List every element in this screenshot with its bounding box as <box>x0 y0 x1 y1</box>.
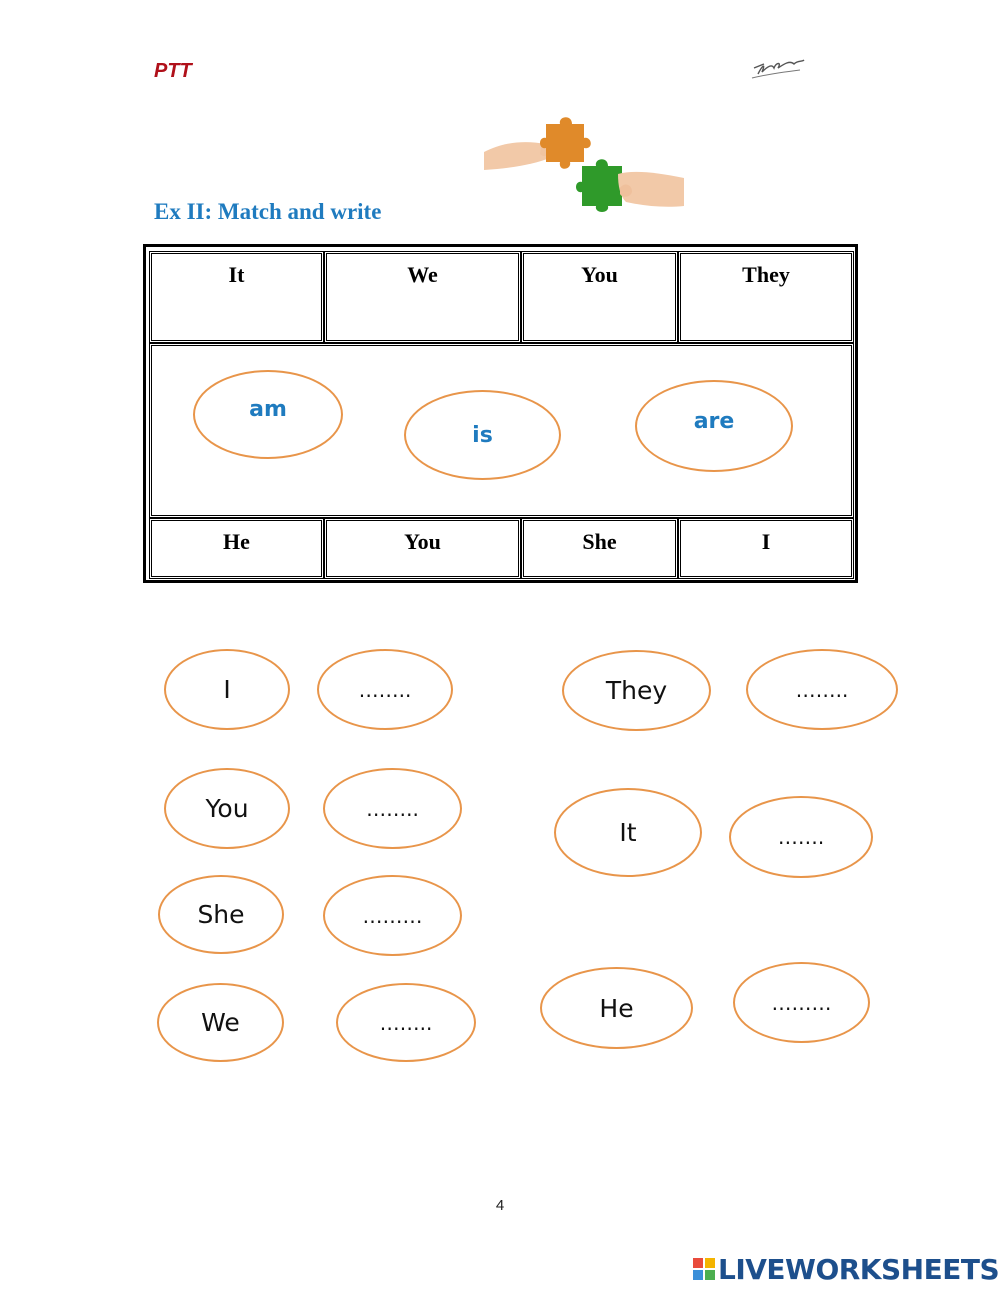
verb-are-label: are <box>693 408 735 434</box>
top-cell-they: They <box>678 251 854 343</box>
bottom-cell-you: You <box>324 518 521 579</box>
verbs-cell <box>149 343 854 518</box>
verb-oval-am[interactable] <box>193 370 343 459</box>
answer-oval-you[interactable]: …….. <box>323 768 462 849</box>
pronoun-oval-it: It <box>554 788 702 877</box>
answer-oval-it[interactable]: ……. <box>729 796 873 878</box>
verb-oval-is[interactable] <box>404 390 561 480</box>
pronoun-oval-we: We <box>157 983 284 1062</box>
signature <box>748 50 810 84</box>
pronoun-verb-table <box>143 244 858 583</box>
answer-oval-we[interactable]: …….. <box>336 983 476 1062</box>
pronoun-oval-they: They <box>562 650 711 731</box>
bottom-cell-he: He <box>149 518 324 579</box>
logo-text: LIVEWORKSHEETS <box>718 1252 1000 1286</box>
bottom-cell-i: I <box>678 518 854 579</box>
answer-oval-i[interactable]: …….. <box>317 649 453 730</box>
top-cell-it: It <box>149 251 324 343</box>
verb-is-label: is <box>472 422 493 448</box>
answer-oval-she[interactable]: ……… <box>323 875 462 956</box>
exercise-title: Ex II: Match and write <box>154 199 382 224</box>
answer-oval-they[interactable]: …….. <box>746 649 898 730</box>
bottom-cell-she: She <box>521 518 678 579</box>
ptt-label: PTT <box>154 60 192 82</box>
page-number: 4 <box>495 1197 505 1214</box>
pronoun-oval-he: He <box>540 967 693 1049</box>
verb-oval-are[interactable] <box>635 380 793 472</box>
pronoun-oval-she: She <box>158 875 284 954</box>
pronoun-oval-i: I <box>164 649 290 730</box>
verb-am-label: am <box>249 397 287 422</box>
top-cell-we: We <box>324 251 521 343</box>
answer-oval-he[interactable]: ……… <box>733 962 870 1043</box>
liveworksheets-logo[interactable] <box>693 1253 999 1285</box>
pronoun-oval-you: You <box>164 768 290 849</box>
puzzle-hands-image <box>484 112 684 216</box>
logo-grid-icon <box>693 1258 715 1280</box>
top-cell-you: You <box>521 251 678 343</box>
